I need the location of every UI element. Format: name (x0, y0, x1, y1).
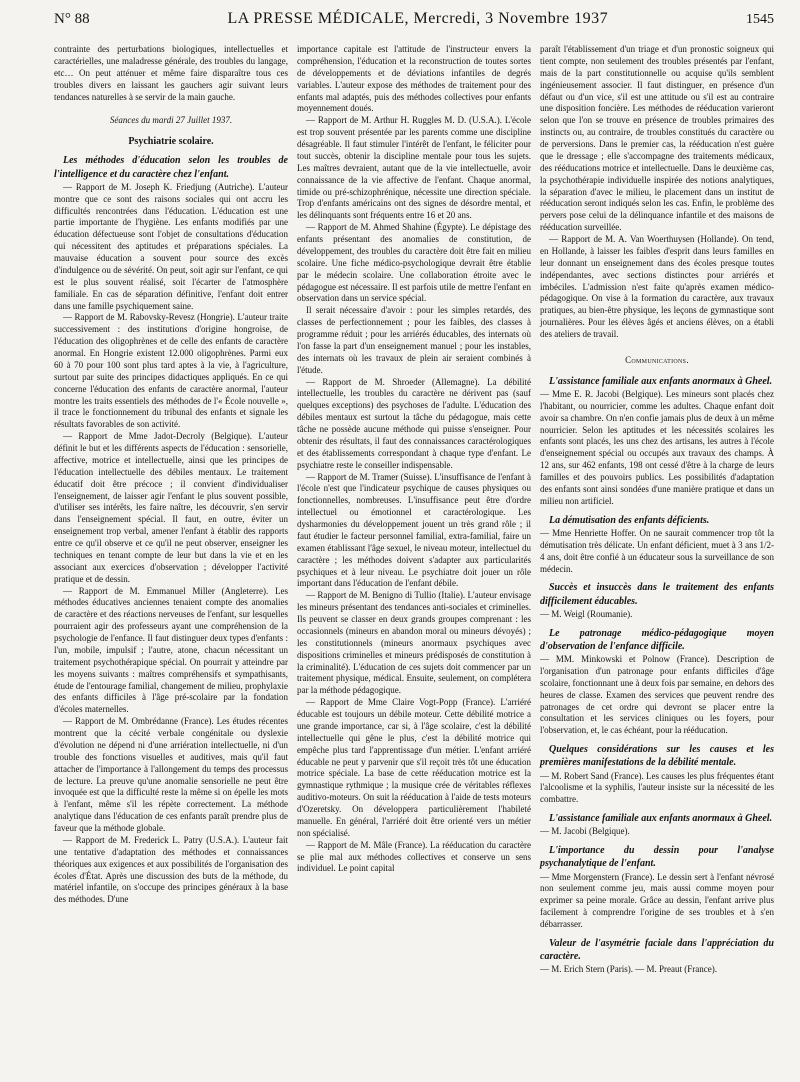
page-number: 1545 (746, 12, 774, 27)
paragraph: — Rapport de M. Mâle (France). La rééducation du caractère se plie mal aux méthodes collectives et conserve un sens individuel. Le point capital (297, 839, 531, 874)
paragraph: — Mme E. R. Jacobi (Belgique). Les mineurs sont placés chez l'habitant, ou nourricier, comme les adultes. Chaque enfant doit avoir sa chambre. On n'en confie jamais plus de deux à un même nourricier. Selon les aptitudes et les nécessités scolaires les enfants sont placés, les uns chez des artisans, les autres à l'école d'enseignement spécial ou occupés aux travaux des champs. À 12 ans, sur 462 enfants, 198 ont cessé d'être à la charge de leurs familles et des pouvoirs publics. Les possibilités d'adaptation des enfants sont ainsi sondées d'une manière pratique et dans un milieu non artificiel. (540, 388, 774, 506)
article-title: Le patronage médico-pédagogique moyen d'observation de l'enfance difficile. (540, 627, 774, 652)
paragraph: — Rapport de Mme Claire Vogt-Popp (France). L'arriéré éducable est toujours un débile moteur. Cette débilité motrice a une grande importance, car si, à l'âge scolaire, c'est la débilité intellectuelle qui gêne le plus, c'est la débilité motrice qui empêche plus tard l'apprentissage d'un métier. L'enfant arriéré éducable ne peut y parvenir que s'il reçoit très tôt une éducation motrice spéciale. La base de cette rééducation motrice est la gymnastique rythmique ; la musique crée de véritables réflexes auditivo-moteurs. On suit la rééducation à l'aide de tests moteurs d'Ozeretsky. On développera particulièrement l'habileté manuelle. En général, l'arriéré doit être orienté vers un métier non spécialisé. (297, 697, 531, 838)
paragraph: — Mme Morgenstern (France). Le dessin sert à l'enfant névrosé non seulement comme jeu, mais aussi comme moyen pour exprimer sa peine morale. Grâce au dessin, l'enfant arrive plus facilement à comprendre l'origine de ses troubles et à s'en débarrasser. (540, 871, 774, 930)
paragraph: — Mme Henriette Hoffer. On ne saurait commencer trop tôt la démutisation très délicate. Un enfant déficient, muet à 3 ans 1/2-4 ans, doit être confié à un éducateur sous la surveillance de son médecin. (540, 527, 774, 574)
paragraph: — Rapport de M. Frederick L. Patry (U.S.A.). L'auteur fait une tentative d'adaptation des méthodes et connaissances théoriques aux exigences et aux possibilités de l'organisation des écoles d'État. Après une discussion des buts de la méthode, du matériel infantile, on s'occupe des principes généraux à la base des méthodes. D'une (54, 834, 288, 905)
article-title: Valeur de l'asymétrie faciale dans l'appréciation du caractère. (540, 937, 774, 963)
journal-title: LA PRESSE MÉDICALE, Mercredi, 3 Novembre 1937 (227, 10, 609, 27)
article-title: L'assistance familiale aux enfants anormaux à Gheel. (549, 375, 773, 387)
column-2 (297, 44, 531, 976)
article-title: Les méthodes d'éducation selon les troubles de l'intelligence et du caractère chez l'enfant. (54, 155, 288, 180)
paragraph: — Rapport de M. Arthur H. Ruggles M. D. (U.S.A.). L'école est trop souvent présentée par les parents comme une discipline désagréable. Il faut stimuler l'intérêt de l'enfant, le féliciter pour tout succès, obtenir la discipline mentale pour tous les sujets. Les maîtres devraient, autant que de la vie intellectuelle, avoir connaissance de la vie affective de l'enfant. Chaque anormal, timide ou pré-schizophrénique, nécessite une direction spéciale. Trop d'enfants américains ont des signes de désordre mental, et les délinquants sont fréquents entre 16 et 20 ans. (297, 115, 531, 221)
issue-number: N° 88 (54, 11, 90, 27)
paragraph: — Rapport de M. Benigno di Tullio (Italie). L'auteur envisage les mineurs présentant des tendances anti-sociales et criminelles. Ils peuvent se classer en deux grands groupes comprenant : les occasionnels (mineurs en abandon moral ou mineurs dévoyés) ; les constitutionnels (mineurs anormaux psychiques avec dispositions criminelles et mineurs prédisposés de constitution à la criminalité). L'éducation de ces sujets doit commencer par un traitement physique, médical. Ensuite, seulement, on complétera par la méthode pédagogique. (297, 590, 531, 696)
article-title: Quelques considérations sur les causes et les premières manifestations de la débilité mentale. (540, 744, 774, 769)
paragraph: — M. Robert Sand (France). Les causes les plus fréquentes étant l'alcoolisme et la syphilis, l'auteur insiste sur la nécessité de les combattre. (540, 770, 774, 805)
paragraph: — Rapport de M. Ahmed Shahine (Égypte). Le dépistage des enfants présentant des anomalies de constitution, de développement, des troubles du caractère doit être fait en milieu scolaire. Une fiche médico-psychologique devrait être établie par le médecin scolaire. Une collaboration étroite avec le pédagogue est nécessaire. Il est parfois utile de mettre l'enfant en observation dans un service spécial. (297, 222, 531, 304)
article-title: Succès et insuccès dans le traitement des enfants difficilement éducables. (540, 582, 774, 607)
paragraph: — Rapport de M. Tramer (Suisse). L'insuffisance de l'enfant à l'école n'est que l'indicateur psychique de causes physiques ou fonctionnelles, nombreuses. L'insuffisance peut être d'ordre intellectuel ou émotionnel et caractérologique. Les dysharmonies du développement jouent un très grand rôle ; il faut étudier le facteur personnel familial, extra-familial, faire un examen établissant l'âge sexuel, le niveau moteur, intellectuel du caractère ; les méthodes doivent s'adapter aux particularités psychiques et à leur niveau. Le psychiatre doit jouer un rôle important dans l'éducation de l'enfant débile. (297, 471, 531, 589)
paragraph: contrainte des perturbations biologiques, intellectuelles et caractérielles, une maladresse générale, des troubles du langage, etc… On peut atténuer et même faire disparaître tous ces troubles divers en laissant les gauchers agir suivant leurs tendances naturelles à se servir de la main gauche. (54, 44, 288, 102)
paragraph: — Rapport de M. Emmanuel Miller (Angleterre). Les méthodes éducatives anciennes tenaient compte des anomalies de caractère et des réactions nerveuses de l'enfant, sur lesquelles pourraient agir des professeurs ayant une compréhension de la psychologie de l'enfance. Il faut distinguer deux types d'enfants : l'un, mobile, impulsif ; l'autre, atone, chacun nécessitant un traitement psychothérapique spécial. On pourrait y atteindre par les moyens suivants : maîtres compréhensifs et sympathisants, étude de l'entourage familial, changement de milieu, prophylaxie des enfants difficiles à l'âge pré-scolaire par la fondation d'écoles maternelles. (54, 585, 288, 715)
column-3 (540, 44, 774, 976)
paragraph: — M. Weigl (Roumanie). (540, 608, 633, 619)
paragraph: paraît l'établissement d'un triage et d'un pronostic soigneux qui tient compte, non seulement des troubles présentés par l'enfant, mais de la part constitutionnelle ou acquise qu'ils semblent ingénieusement associer. Il faut distinguer, en présence d'un défaut ou d'un vice, s'il est une attitude ou s'il est au contraire une disposition foncière. Les méthodes de rééducation varieront selon que l'on se trouve en présence de troubles primaires des instincts ou, au contraire, de troubles constitués du caractère ou de perversions. Dans le premier cas, la rééducation n'est guère que le dressage ; elle s'accompagne des traitements médicaux, des rééducations motrice et intellectuelle. Dans le deuxième cas, la psychothérapie individuelle inspirée des notions analytiques, la séparation d'avec le milieu, le placement dans un institut de rééducation seront indiqués selon les cas. Enfin, le problème des pervers pose celui de la délinquance infantile et des maisons de rééducation surveillée. (540, 44, 774, 233)
paragraph: Il serait nécessaire d'avoir : pour les simples retardés, des classes de perfectionnement ; pour les faibles, des classes à programme réduit ; pour les arriérés éducables, des internats où l'on fasse la part d'un enseignement manuel ; pour les instables, des internats où les travaux de plein air seraient combinés à l'étude. (297, 305, 531, 375)
paragraph: — Rapport de Mme Jadot-Decroly (Belgique). L'auteur définit le but et les différents aspects de l'éducation : sensorielle, affective, motrice et intellectuelle, ainsi que les principes de l'éducation intellectuelle des débiles mentaux. Le traitement éducatif doit être précoce ; il convient d'individualiser l'enseignement, de laisser agir l'enfant le plus souvent possible, d'utiliser ses intérêts, les faire naître, les découvrir, s'en servir dans l'enseignement spécial. Il faut, en outre, éviter un enseignement trop verbal, amener l'enfant à établir des rapports entre ce qu'il observe et ce qu'il ne peut observer, enseigner les techniques en tenant compte de leur but dans la vie et en les associant aux exercices d'observation ; développer l'activité pratique et de dessin. (54, 431, 288, 584)
paragraph: — Rapport de M. Rabovsky-Revesz (Hongrie). L'auteur traite successivement : des institutions d'origine hongroise, de l'éducation des oligophrènes et de celle des enfants de caractère anormal. En Hongrie existent 12.000 oligophrènes. Parmi eux 60 à 70 pour 100 sont plus tard aptes à la vie, à l'agriculture, surtout par suite des principes didactiques appliqués. En ce qui concerne l'éducation des enfants de caractère anormal, l'auteur montre les traits essentiels des méthodes de l'« École nouvelle », il trace le fonctionnement du tribunal des enfants et signale les résultats favorables de son activité. (54, 312, 288, 430)
article-title: La démutisation des enfants déficients. (549, 514, 710, 526)
text-columns (54, 44, 774, 976)
paragraph: importance capitale est l'attitude de l'instructeur envers la compréhension, l'éducation et la reconstruction de toutes sortes de développements et de déviations infantiles de degrés variables. L'auteur expose des méthodes de traitement pour des enfants mal adaptés, puis des méthodes collectives pour enfants moyennement doués. (297, 44, 531, 114)
page-header (54, 10, 774, 34)
paragraph: — Rapport de M. Shroeder (Allemagne). La débilité intellectuelle, les troubles du caractère ne dérivent pas (sauf quelques exceptions) des psychoses de l'adulte. L'éducation des débiles mentaux est surtout la tâche du pédagogue, mais cette tâche ne possède aucune méthode qui puisse s'enseigner. Pour obtenir des résultats, il faut des connaissances caractérologiques et des établissements correspondant à chaque type d'enfant. Le psychiatre reste le conseiller indispensable. (297, 376, 531, 470)
section-heading: Communications. (625, 354, 689, 365)
article-title: L'importance du dessin pour l'analyse psychanalytique de l'enfant. (540, 845, 774, 870)
section-heading: Psychiatrie scolaire. (128, 136, 214, 148)
column-1 (54, 44, 288, 976)
session-date: Séances du mardi 27 Juillet 1937. (109, 115, 233, 126)
article-title: L'assistance familiale aux enfants anormaux à Gheel. (549, 813, 773, 825)
paragraph: — Rapport de M. Ombrédanne (France). Les études récentes montrent que la cécité verbale congénitale ou dyslexie d'évolution ne dépend ni d'une arriération intellectuelle, ni d'un trouble des fonctions visuelles et auditives, mais qu'il faut attacher de l'importance à l'allongement du temps des processus de lecture. La preuve qu'une anomalie sensorielle ne peut être invoquée est que la difficulté reste la même si on épelle les mots à l'enfant, même s'il les répète correctement. La méthode analytique dans l'éducation de ces enfants paraît prendre plus de faveur que la méthode globale. (54, 716, 288, 834)
paragraph: — Rapport de M. Joseph K. Friedjung (Autriche). L'auteur montre que ce sont des raisons sociales qui ont accru les difficultés rencontrées dans l'éducation. L'éducation est une partie importante de l'hygiène. Les enfants modifiés par une éducation défectueuse sont l'objet de consultations d'éducation qui nécessitent des aptitudes et préparations spéciales. La mauvaise éducation a souvent pour source des excès d'indulgence ou de sévérité. On peut, soit agir sur l'enfant, ce qui est le plus souvent réalisé, soit l'écarter de l'atmosphère familiale. En cas de séparation définitive, l'enfant doit entrer dans une famille psychiquement saine. (54, 181, 288, 311)
paragraph: — M. Jacobi (Belgique). (540, 826, 630, 837)
paragraph: — MM. Minkowski et Polnow (France). Description de l'organisation d'un patronage pour enfants difficiles d'âge scolaire, fonctionnant une à deux fois par semaine, en dehors des heures de classe. Examen des services que peuvent rendre des patronages de cet ordre qui devront se placer entre la consultation et les services cliniques ou les foyers, pour l'observation, et, le cas échéant, pour la rééducation. (540, 654, 774, 736)
paragraph: — Rapport de M. A. Van Woerthuysen (Hollande). On tend, en Hollande, à laisser les faibles d'esprit dans leurs familles en leur donnant un enseignement dans des écoles presque toutes indépendantes, avec sections distinctes pour arriérés et imbéciles. L'admission n'est faite qu'après examen médico-pédagogique. On vise à la formation du caractère, aux travaux pratiques, au bien-être physique, les leçons de gymnastique sont journalières. Pour les élèves âgés et anciens élèves, on a établi des ateliers de travail. (540, 234, 774, 339)
paragraph: — M. Erich Stern (Paris). — M. Preaut (France). (540, 964, 717, 975)
